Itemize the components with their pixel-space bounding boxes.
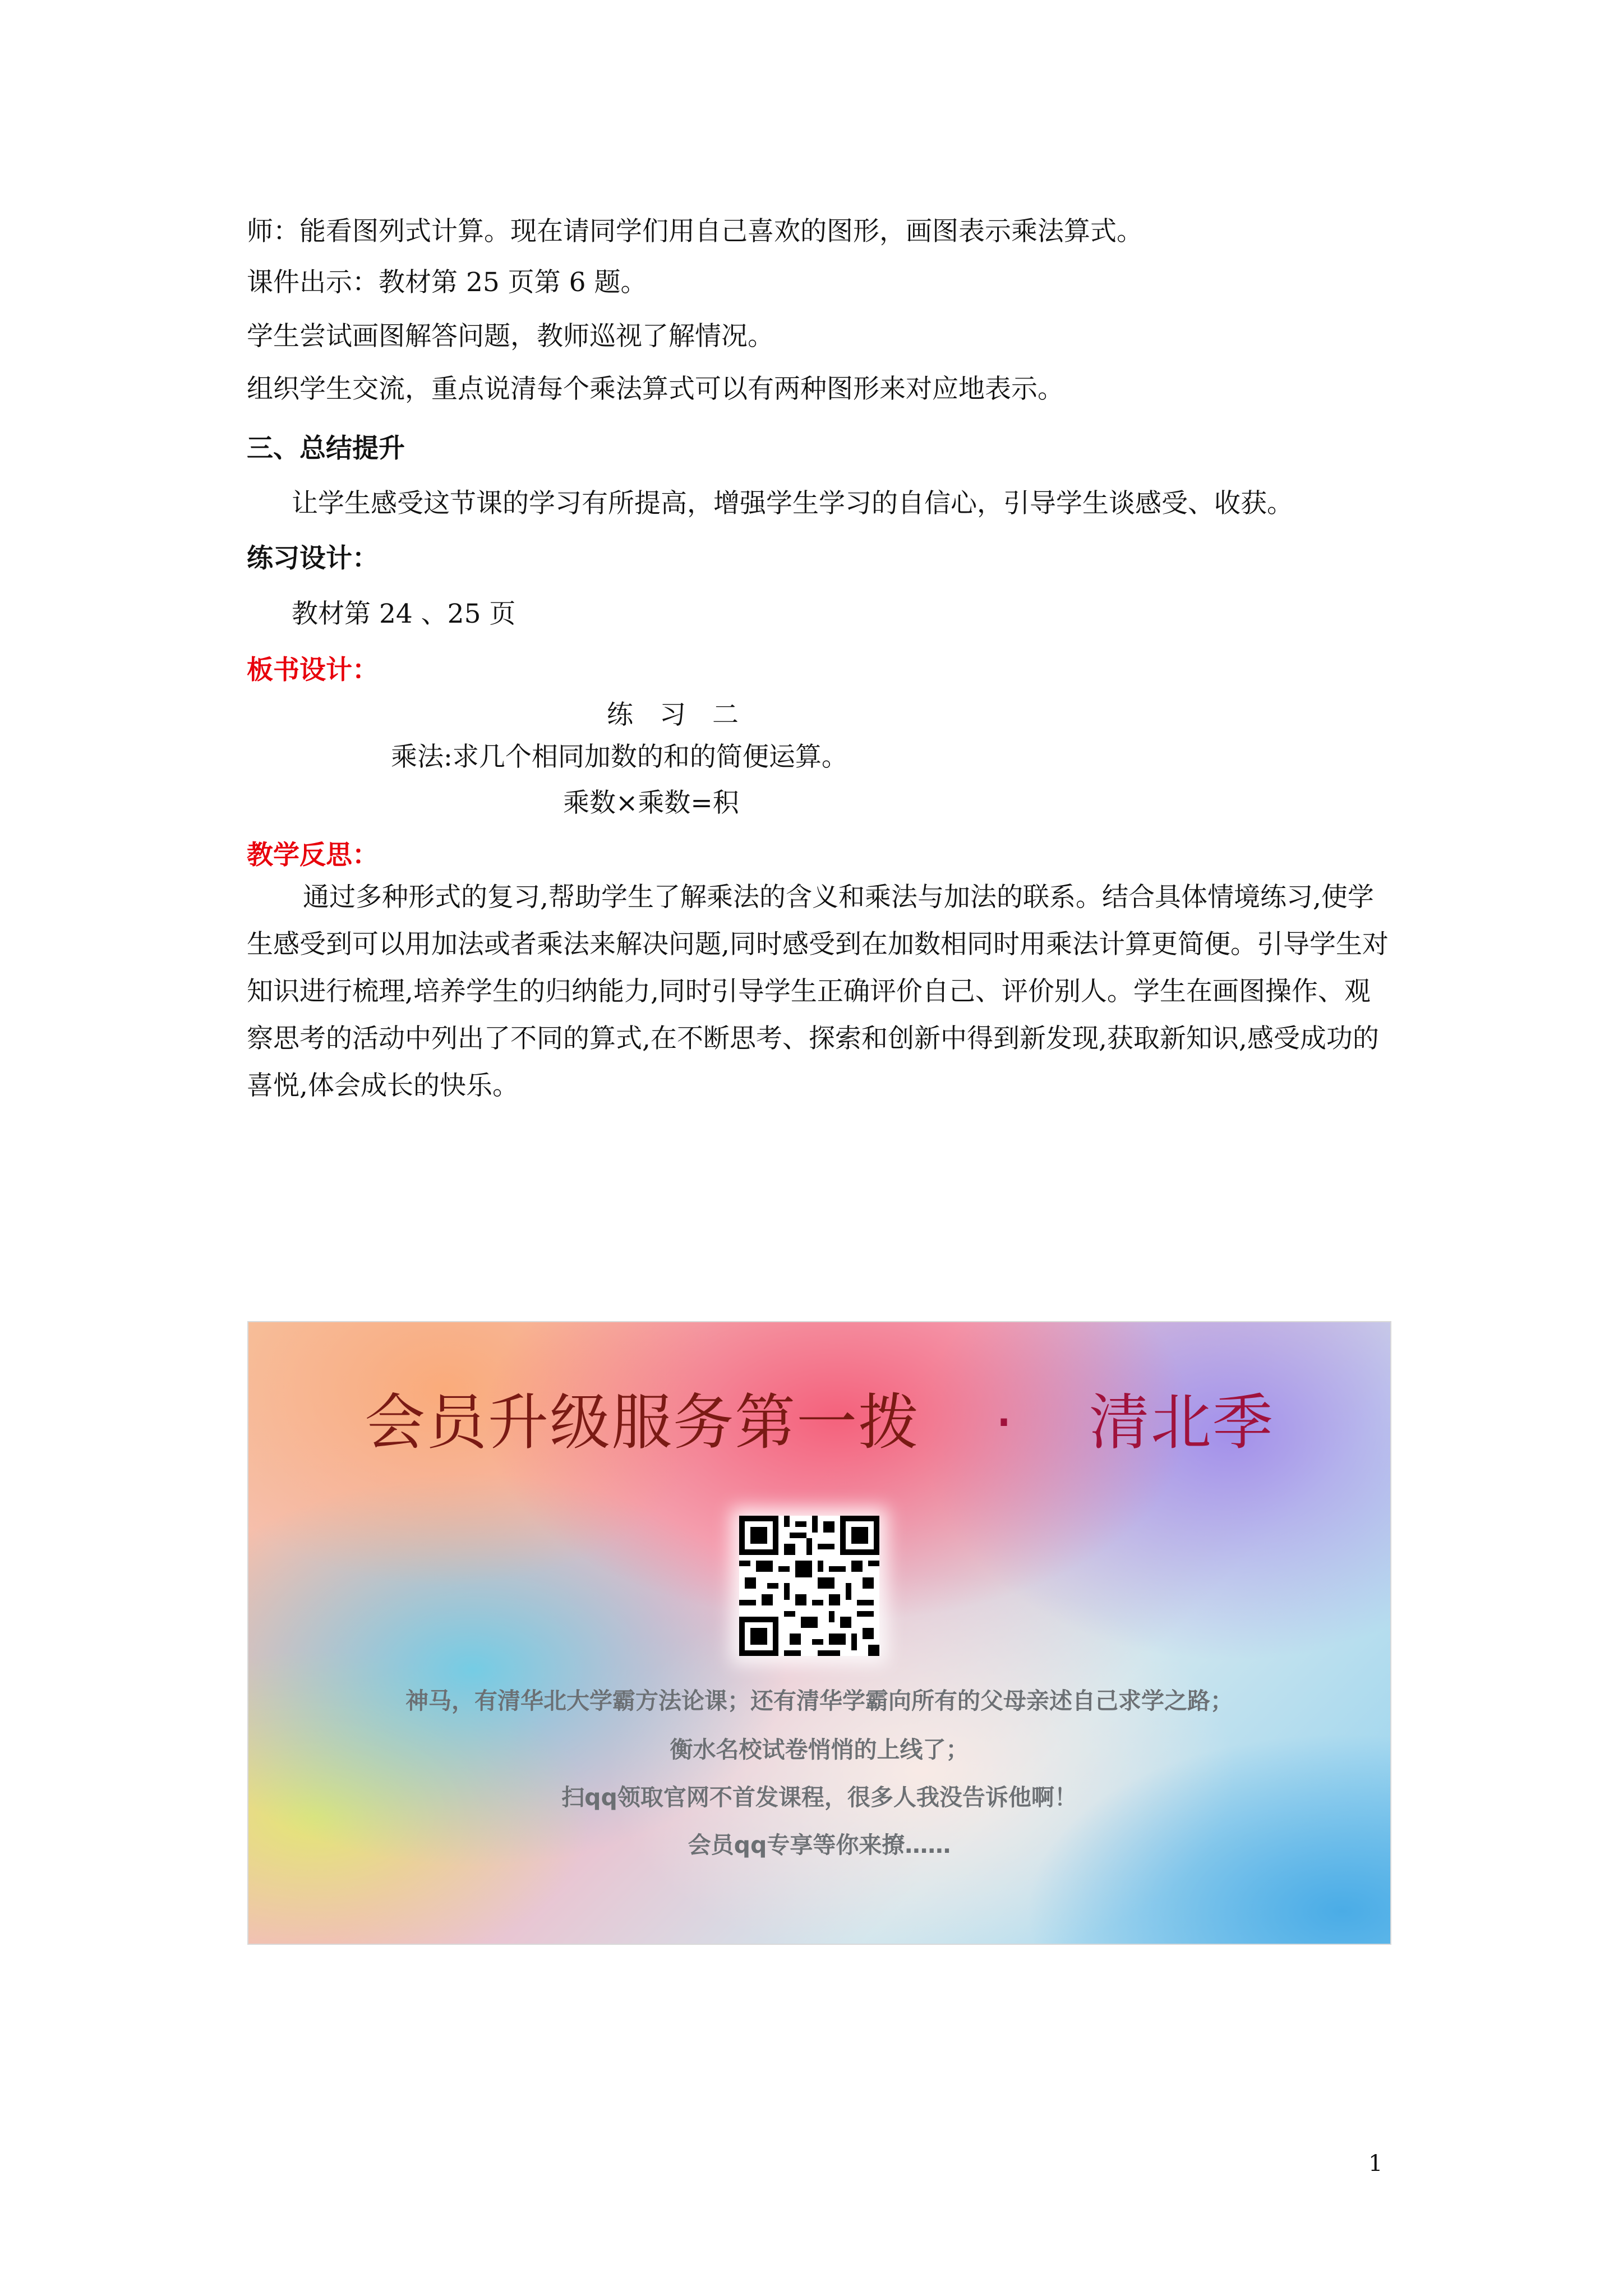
board-formula: 乘数×乘数=积 — [563, 788, 739, 818]
qr-code[interactable] — [739, 1516, 879, 1656]
exercise-heading: 练习设计： — [247, 543, 379, 574]
promo-line-4: 会员qq专享等你来撩…… — [688, 1832, 951, 1858]
section-heading-summary: 三、总结提升 — [247, 433, 405, 464]
board-definition: 乘法:求几个相同加数的和的简便运算。 — [391, 742, 848, 772]
board-design-heading: 板书设计： — [247, 655, 379, 685]
banner-title-main: 会员升级服务第一拨 — [365, 1388, 920, 1458]
qr-code-icon — [739, 1516, 879, 1656]
banner-title — [248, 1387, 1390, 1460]
reflection-text: 通过多种形式的复习,帮助学生了解乘法的含义和乘法与加法的联系。结合具体情境练习,使学生感受到可以用加法或者乘法来解决问题,同时感受到在加数相同时用乘法计算更简便。引导学生对知识进行梳理,培养学生的归纳能力,同时引导学生正确评价自己、评价别人。学生在画图操作、观察思考的活动中列出了不同的算式,在不断思考、探索和创新中得到新发现,获取新知识,感受成功的喜悦,体会成长的快乐。 — [247, 882, 1389, 1101]
banner-title-separator: · — [994, 1388, 1015, 1458]
board-title: 练 习 二 — [607, 700, 739, 730]
promo-banner — [247, 1321, 1391, 1945]
text-line-3: 学生尝试画图解答问题，教师巡视了解情况。 — [247, 321, 774, 352]
exercise-text: 教材第 24 、25 页 — [292, 599, 516, 629]
reflection-heading: 教学反思： — [247, 840, 379, 871]
text-line-1: 师：能看图列式计算。现在请同学们用自己喜欢的图形，画图表示乘法算式。 — [247, 216, 1143, 247]
promo-line-2: 衡水名校试卷悄悄的上线了； — [670, 1736, 969, 1763]
summary-text: 让学生感受这节课的学习有所提高，增强学生学习的自信心，引导学生谈感受、收获。 — [292, 488, 1293, 519]
page-number: 1 — [1368, 2151, 1383, 2177]
promo-line-3: 扫qq领取官网不首发课程，很多人我没告诉他啊！ — [561, 1784, 1077, 1811]
banner-title-season: 清北季 — [1089, 1388, 1274, 1458]
text-line-4: 组织学生交流，重点说清每个乘法算式可以有两种图形来对应地表示。 — [247, 374, 1064, 404]
promo-line-1: 神马，有清华北大学霸方法论课；还有清华学霸向所有的父母亲述自己求学之路； — [405, 1687, 1233, 1714]
text-line-2: 课件出示：教材第 25 页第 6 题。 — [247, 267, 647, 298]
